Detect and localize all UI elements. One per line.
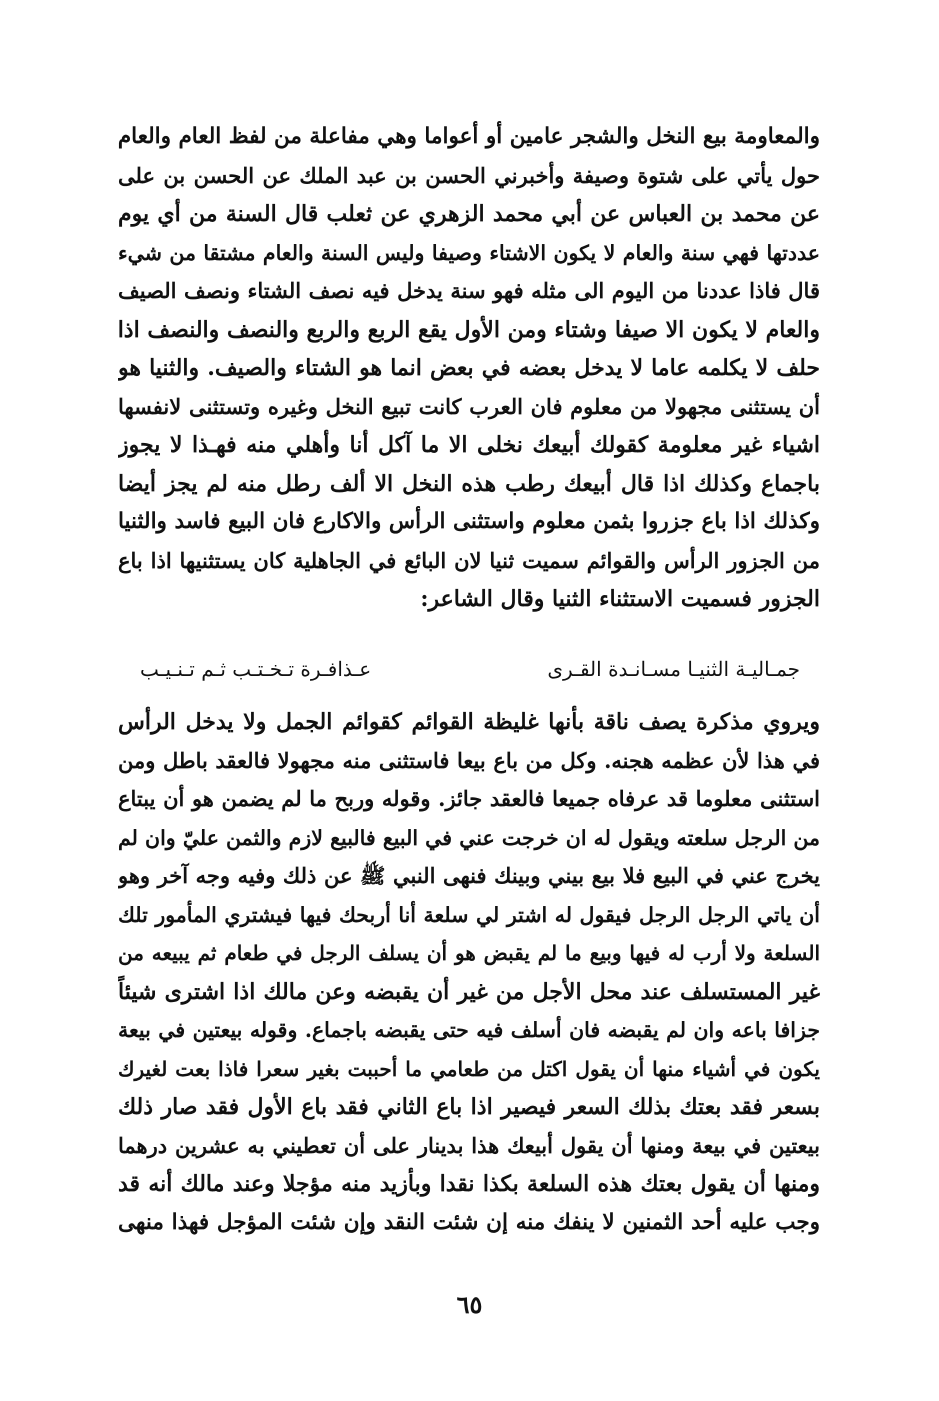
text-line: يخرج عني في البيع فلا بيع بيني وبينك فنهى النبي ﷺ عن ذلك وفيه وجه آخر وهو [118, 863, 820, 888]
paragraph-top [118, 118, 820, 619]
text-line: في هذا لأن عظمه هجنه. وكل من باع بيعا فاستثنى منه مجهولا فالعقد باطل ومن [118, 747, 820, 773]
text-line: عن محمد بن العباس عن أبي محمد الزهري عن ثعلب قال السنة من أي يوم [118, 201, 820, 227]
text-line: والمعاومة بيع النخل والشجر عامين أو أعواما وهي مفاعلة من لفظ العام والعام [118, 124, 820, 149]
text-line: قال فاذا عددنا من اليوم الى مثله فهو سنة يدخل فيه نصف الشتاء ونصف الصيف [118, 278, 820, 303]
text-line-last: الجزور فسميت الاستثناء الثنيا وقال الشاعر: [420, 586, 820, 612]
text-line: أن يستثنى مجهولا من معلوم فان العرب كانت تبيع النخل وغيره وتستثنى لانفسها [118, 393, 820, 419]
verse-second-hemistich: عـذافـرة تـخـتـب ثـم تـنـيـب [140, 657, 372, 681]
page-number: ٦٥ [456, 1290, 483, 1319]
text-line: حول يأتي على شتوة وصيفة وأخبرني الحسن بن عبد الملك عن الحسن بن على [118, 162, 820, 188]
text-line: من الرجل سلعته ويقول له ان خرجت عني في البيع فالبيع لازم والثمن عليّ وان لم [118, 825, 820, 850]
text-line: السلعة ولا أرب له فيها وبيع ما لم يقبض هو أن يسلف الرجل في طعام ثم يبيعه من [118, 941, 820, 965]
text-line: بيعتين في بيعة ومنها أن يقول أبيعك هذا بدينار على أن تعطيني به عشرين درهما [118, 1132, 820, 1158]
text-line: بسعر فقد بعتك بذلك السعر فيصير اذا باع الثاني فقد باع الأول فقد صار ذلك [118, 1094, 820, 1120]
text-line: أن ياتي الرجل الرجل فيقول له اشتر لي سلعة أنا أربحك فيها فيشتري المأمور تلك [118, 902, 820, 927]
text-line: من الجزور الرأس والقوائم سميت ثنيا لان البائع في الجاهلية كان يستثنيها اذا باع [118, 547, 820, 573]
text-line: يكون في أشياء منها أن يقول اكتل من طعامي ما أحببت بغير سعرا فاذا بعت لغيرك [118, 1056, 820, 1081]
text-line: غير المستسلف عند محل الأجل من غير أن يقبضه وعن مالك اذا اشترى شيئاً [118, 978, 820, 1005]
poetry-verse [140, 650, 800, 688]
text-line: وجب عليه أحد الثمنين لا ينفك منه إن شئت النقد وإن شئت المؤجل فهذا منهى [118, 1209, 820, 1235]
text-line: عددتها فهي سنة والعام لا يكون الاشتاء وصيفا وليس السنة والعام مشتقا من شيء [118, 240, 820, 265]
text-line: استثنى معلوما قد عرفاه جميعا فالعقد جائز. وقوله وربح ما لم يضمن هو أن يبتاع [118, 786, 820, 811]
text-line: اشياء غير معلومة كقولك أبيعك نخلى الا ما آكل أنا وأهلي منه فهـذا لا يجوز [118, 432, 820, 458]
text-line: جزافا باعه وان لم يقبضه فان أسلف فيه حتى يقبضه باجماع. وقوله بيعتين في بيعة [118, 1018, 820, 1042]
text-line: ومنها أن يقول بعتك هذه السلعة بكذا نقدا وبأزيد منه مؤجلا وعند مالك أنه قد [118, 1171, 820, 1197]
paragraph-bottom [118, 703, 820, 1242]
verse-first-hemistich: جمـاليـة الثنيـا مسـانـدة القـرى [547, 657, 800, 681]
text-line: والعام لا يكون الا صيفا وشتاء ومن الأول يقع الربع والربع والنصف والنصف اذا [118, 316, 820, 343]
text-line: باجماع وكذلك اذا قال أبيعك رطب هذه النخل الا ألف رطل منه لم يجز أيضا [118, 470, 820, 497]
text-line: حلف لا يكلمه عاما لا يدخل بعضه في بعض انما هو الشتاء والصيف. والثنيا هو [118, 355, 820, 381]
text-line: ويروي مذكرة يصف ناقة بأنها غليظة القوائم كقوائم الجمل ولا يدخل الرأس [118, 709, 820, 735]
text-line: وكذلك اذا باع جزروا بثمن معلوم واستثنى الرأس والاكارع فان البيع فاسد والثنيا [118, 509, 820, 534]
